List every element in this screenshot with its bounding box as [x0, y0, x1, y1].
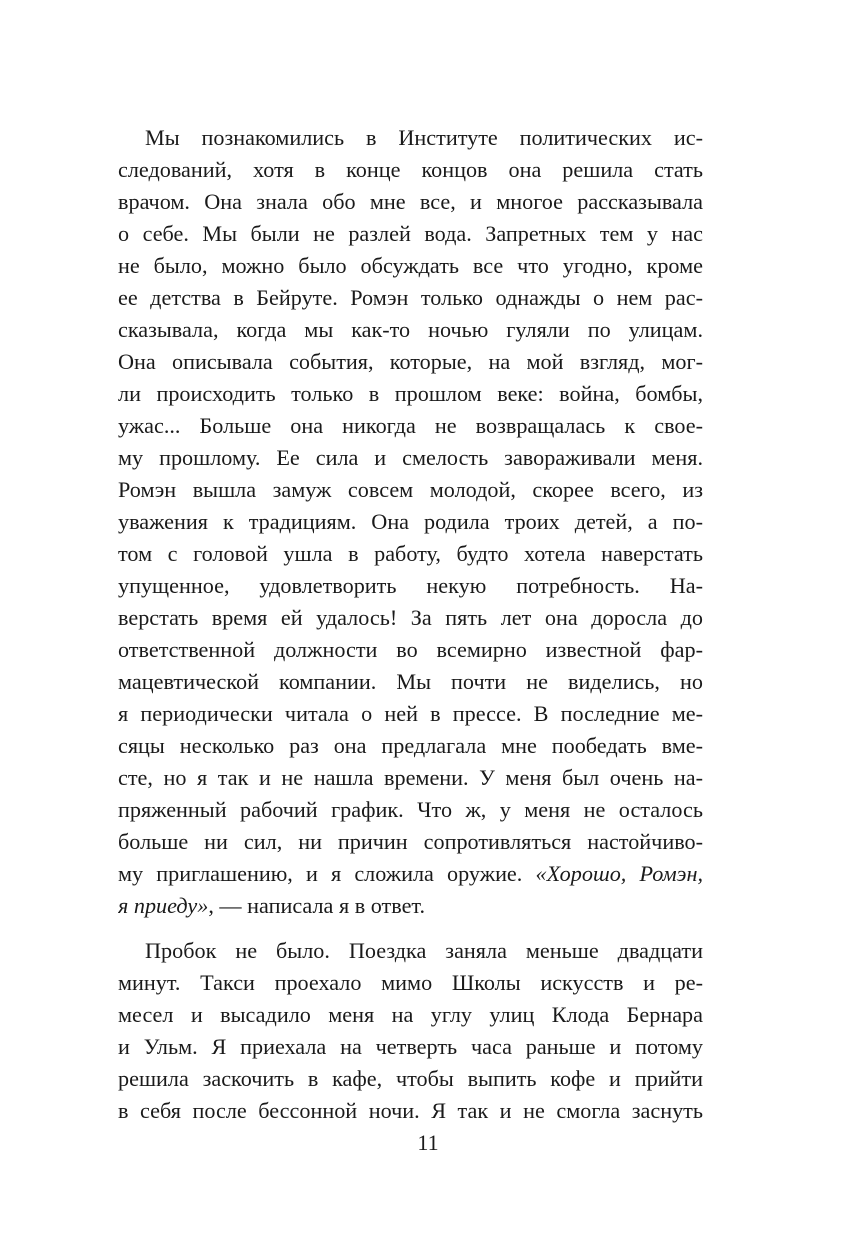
text-line: минут. Такси проехало мимо Школы искусств и ре- [118, 970, 703, 995]
text-line: о себе. Мы были не разлей вода. Запретных тем у нас [118, 221, 703, 246]
text-line: и Ульм. Я приехала на четверть часа раньше и потому [118, 1034, 703, 1059]
text-line: в себя после бессонной ночи. Я так и не смогла заснуть [118, 1098, 703, 1123]
text-line: следований, хотя в конце концов она решила стать [118, 157, 703, 182]
text-line: ее детства в Бейруте. Ромэн только однажды о нем рас- [118, 285, 703, 310]
text-line: верстать время ей удалось! За пять лет она доросла до [118, 605, 703, 630]
text-line: решила заскочить в кафе, чтобы выпить кофе и прийти [118, 1066, 703, 1091]
text-line: пряженный рабочий график. Что ж, у меня не осталось [118, 797, 703, 822]
text-line [118, 857, 703, 890]
text-line: сте, но я так и не нашла времени. У меня был очень на- [118, 765, 703, 790]
text-line: ли происходить только в прошлом веке: война, бомбы, [118, 381, 703, 406]
text-line: ответственной должности во всемирно известной фар- [118, 637, 703, 662]
text-line: больше ни сил, ни причин сопротивляться настойчиво- [118, 829, 703, 854]
text-line: Ромэн вышла замуж совсем молодой, скорее всего, из [118, 477, 703, 502]
text-line: я периодически читала о ней в прессе. В последние ме- [118, 701, 703, 726]
italic-quote: я приеду» [118, 893, 209, 918]
text-line: Она описывала события, которые, на мой взгляд, мог- [118, 349, 703, 374]
text-line: мацевтической компании. Мы почти не виделись, но [118, 669, 703, 694]
text-line-segment: му приглашению, и я сложила оружие. [118, 861, 536, 886]
italic-quote: «Хорошо, Ромэн, [535, 861, 703, 886]
text-line: том с головой ушла в работу, будто хотела наверстать [118, 541, 703, 566]
text-line: сказывала, когда мы как-то ночью гуляли по улицам. [118, 317, 703, 342]
text-line: упущенное, удовлетворить некую потребность. На- [118, 573, 703, 598]
text-line: месел и высадило меня на углу улиц Клода Бернара [118, 1002, 703, 1027]
text-line: му прошлому. Ее сила и смелость завораживали меня. [118, 445, 703, 470]
text-line: Пробок не было. Поездка заняла меньше двадцати [145, 938, 703, 963]
text-line [118, 889, 703, 922]
text-line-segment: , — написала я в ответ. [208, 893, 425, 918]
text-line: сяцы несколько раз она предлагала мне пообедать вме- [118, 733, 703, 758]
text-line: ужас... Больше она никогда не возвращалась к свое- [118, 413, 703, 438]
text-line: не было, можно было обсуждать все что угодно, кроме [118, 253, 703, 278]
text-line: Мы познакомились в Институте политических ис- [145, 125, 703, 150]
page-number: 11 [417, 1130, 439, 1155]
text-line: врачом. Она знала обо мне все, и многое рассказывала [118, 189, 703, 214]
text-line: уважения к традициям. Она родила троих детей, а по- [118, 509, 703, 534]
